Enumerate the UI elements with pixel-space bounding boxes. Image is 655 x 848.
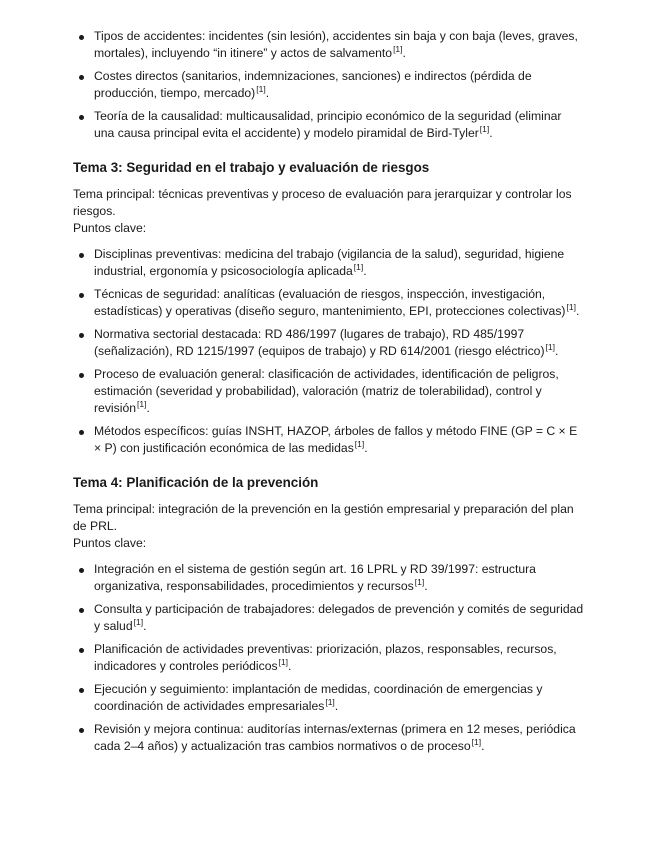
list-item: Consulta y participación de trabajadores: delegados de prevención y comités de seguridad y salud[1].: [73, 601, 585, 635]
top-bullet-list: [73, 28, 585, 142]
section-heading: Tema 4: Planificación de la prevención: [73, 475, 319, 490]
citation-link[interactable]: [1]: [471, 736, 482, 747]
list-item: Tipos de accidentes: incidentes (sin lesión), accidentes sin baja y con baja (leves, graves, mortales), incluyendo “in itinere” y actos de salvamento[1].: [73, 28, 585, 62]
list-item: Métodos específicos: guías INSHT, HAZOP, árboles de fallos y método FINE (GP = C × E × P) con justificación económica de las medidas[1].: [73, 423, 585, 457]
list-item: Revisión y mejora continua: auditorías internas/externas (primera en 12 meses, periódica cada 2–4 años) y actualización tras cambios normativos o de proceso[1].: [73, 721, 585, 755]
citation-link[interactable]: [1]: [353, 261, 364, 272]
list-item-text: Disciplinas preventivas: medicina del trabajo (vigilancia de la salud), seguridad, higiene industrial, ergonomía y psicosociología aplicada: [94, 247, 565, 278]
list-item: Costes directos (sanitarios, indemnizaciones, sanciones) e indirectos (pérdida de producción, tiempo, mercado)[1].: [73, 68, 585, 102]
key-points-label: Puntos clave:: [73, 221, 147, 235]
citation-link[interactable]: [1]: [566, 301, 576, 312]
list-item-text: Planificación de actividades preventivas: priorización, plazos, responsables, recursos, indicadores y controles periódicos: [94, 642, 557, 673]
citation-link[interactable]: [1]: [133, 616, 144, 627]
list-item-text: Normativa sectorial destacada: RD 486/1997 (lugares de trabajo), RD 485/1997 (señalización), RD 1215/1997 (equipos de trabajo) y RD 614/2001 (riesgo eléctrico): [94, 327, 545, 358]
citation-link[interactable]: [1]: [137, 398, 147, 409]
list-item-text: Teoría de la causalidad: multicausalidad, principio económico de la seguridad (eliminar una causa principal evita el accidente) y modelo piramidal de Bird-Tyler: [94, 109, 562, 140]
list-item-text: Técnicas de seguridad: analíticas (evaluación de riesgos, inspección, investigación, estadísticas) y operativas (diseño seguro, mantenimiento, EPI, protecciones colectivas): [94, 287, 566, 318]
list-item-text: Ejecución y seguimiento: implantación de medidas, coordinación de emergencias y coordinación de actividades empresariales: [94, 682, 543, 713]
citation-link[interactable]: [1]: [256, 83, 266, 94]
list-item: Técnicas de seguridad: analíticas (evaluación de riesgos, inspección, investigación, estadísticas) y operativas (diseño seguro, mantenimiento, EPI, protecciones colectivas)[1].: [73, 286, 585, 320]
list-item: Planificación de actividades preventivas: priorización, plazos, responsables, recursos, indicadores y controles periódicos[1].: [73, 641, 585, 675]
list-item-text: Métodos específicos: guías INSHT, HAZOP, árboles de fallos y método FINE (GP = C × E × P) con justificación económica de las medidas: [94, 424, 578, 455]
citation-link[interactable]: [1]: [479, 123, 490, 134]
section-tema-4: [73, 474, 585, 755]
section-intro: Tema principal: técnicas preventivas y proceso de evaluación para jerarquizar y controlar los riesgos.: [73, 187, 572, 218]
list-item: Integración en el sistema de gestión según art. 16 LPRL y RD 39/1997: estructura organizativa, responsabilidades, procedimientos y recursos[1].: [73, 561, 585, 595]
key-points-label: Puntos clave:: [73, 536, 147, 550]
list-item: Disciplinas preventivas: medicina del trabajo (vigilancia de la salud), seguridad, higiene industrial, ergonomía y psicosociología aplicada[1].: [73, 246, 585, 280]
citation-link[interactable]: [1]: [325, 696, 335, 707]
section-tema-3: [73, 159, 585, 457]
list-item-text: Consulta y participación de trabajadores: delegados de prevención y comités de seguridad y salud: [94, 602, 584, 633]
list-item-text: Costes directos (sanitarios, indemnizaciones, sanciones) e indirectos (pérdida de producción, tiempo, mercado): [94, 69, 532, 100]
key-points-list: [73, 561, 585, 755]
list-item-text: Proceso de evaluación general: clasificación de actividades, identificación de peligros, estimación (severidad y probabilidad), valoración (matriz de tolerabilidad), control y revisión: [94, 367, 559, 415]
section-intro: Tema principal: integración de la prevención en la gestión empresarial y preparación del plan de PRL.: [73, 502, 574, 533]
list-item: Teoría de la causalidad: multicausalidad, principio económico de la seguridad (eliminar una causa principal evita el accidente) y modelo piramidal de Bird-Tyler[1].: [73, 108, 585, 142]
citation-link[interactable]: [1]: [414, 576, 425, 587]
section-heading: Tema 3: Seguridad en el trabajo y evaluación de riesgos: [73, 160, 430, 175]
citation-link[interactable]: [1]: [354, 438, 365, 449]
list-item-text: Tipos de accidentes: incidentes (sin lesión), accidentes sin baja y con baja (leves, graves, mortales), incluyendo “in itinere” y actos de salvamento: [94, 29, 578, 60]
list-item-text: Integración en el sistema de gestión según art. 16 LPRL y RD 39/1997: estructura organizativa, responsabilidades, procedimientos y recursos: [94, 562, 536, 593]
list-item: Ejecución y seguimiento: implantación de medidas, coordinación de emergencias y coordinación de actividades empresariales[1].: [73, 681, 585, 715]
citation-link[interactable]: [1]: [545, 341, 555, 352]
list-item: Proceso de evaluación general: clasificación de actividades, identificación de peligros, estimación (severidad y probabilidad), valoración (matriz de tolerabilidad), control y revisión[1].: [73, 366, 585, 417]
list-item-text: Revisión y mejora continua: auditorías internas/externas (primera en 12 meses, periódica cada 2–4 años) y actualización tras cambios normativos o de proceso: [94, 722, 576, 753]
key-points-list: [73, 246, 585, 457]
citation-link[interactable]: [1]: [393, 43, 403, 54]
citation-link[interactable]: [1]: [278, 656, 289, 667]
list-item: Normativa sectorial destacada: RD 486/1997 (lugares de trabajo), RD 485/1997 (señalización), RD 1215/1997 (equipos de trabajo) y RD 614/2001 (riesgo eléctrico)[1].: [73, 326, 585, 360]
